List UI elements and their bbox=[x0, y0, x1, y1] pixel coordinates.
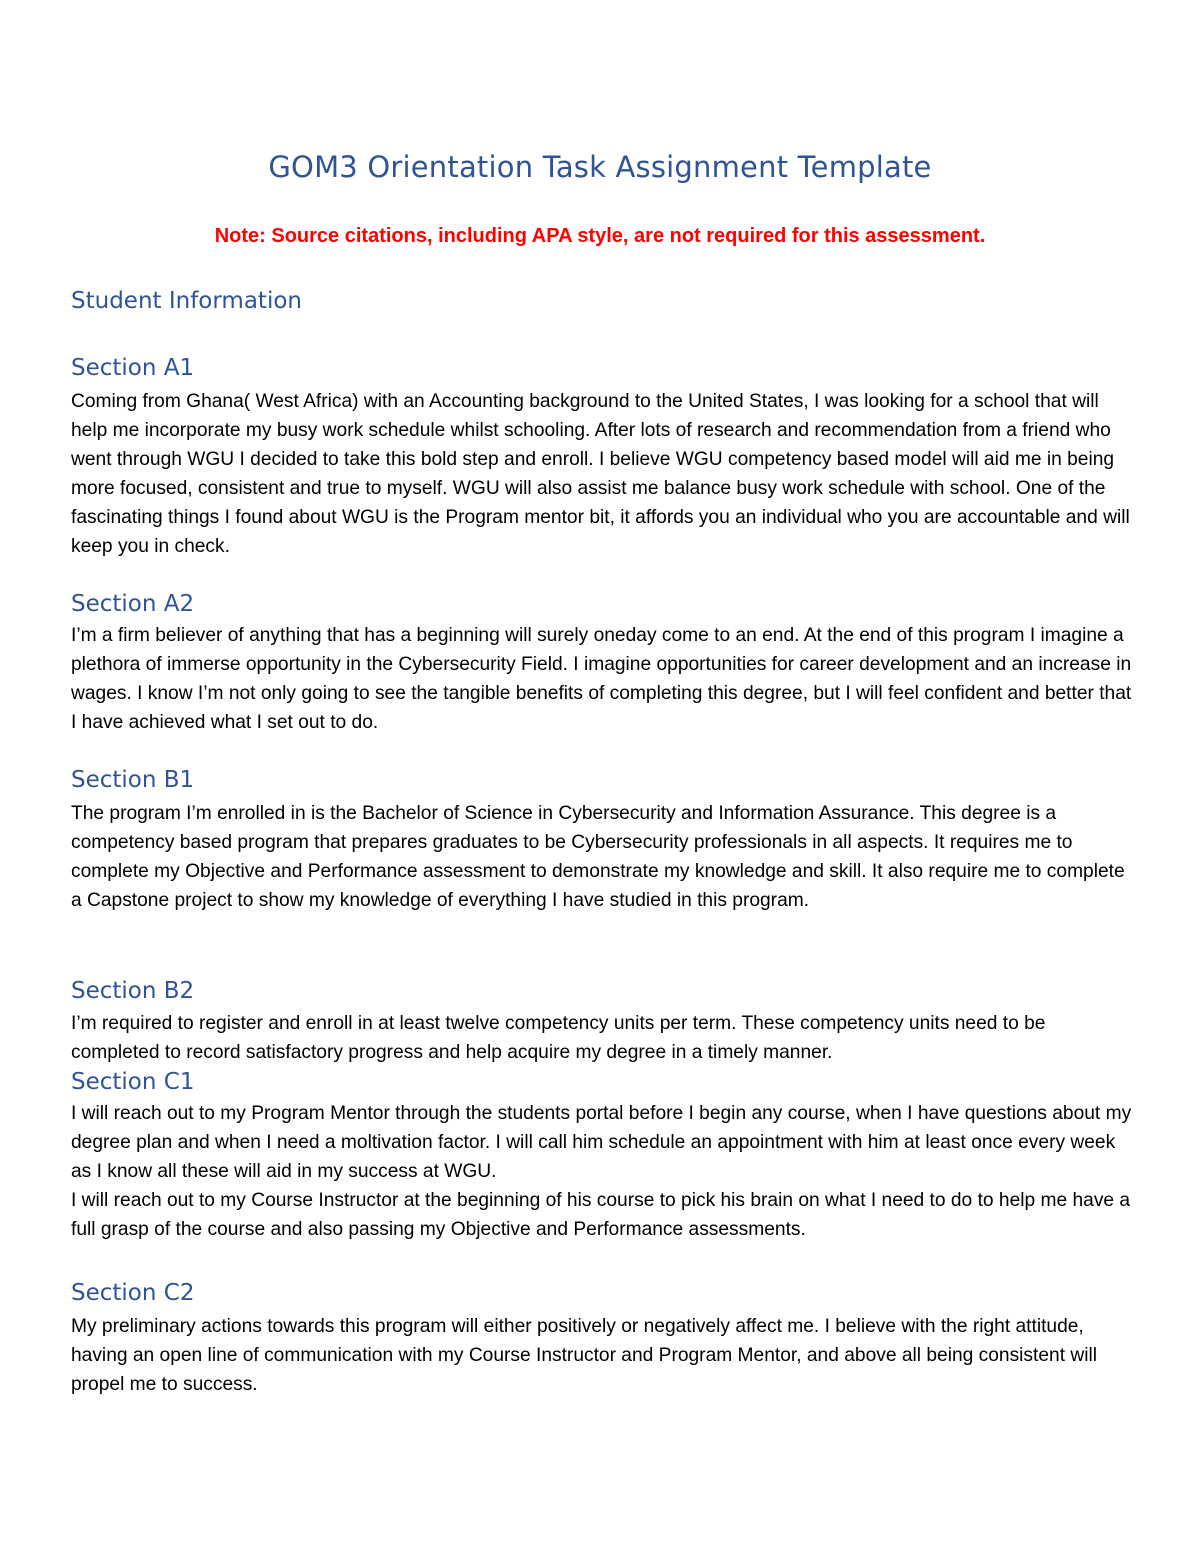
section-b1-body bbox=[71, 799, 1133, 915]
section-a2-heading: Section A2 bbox=[71, 591, 195, 617]
section-b2-heading: Section B2 bbox=[71, 978, 195, 1004]
section-a2-body bbox=[71, 621, 1133, 737]
section-a2-paragraph: I’m a firm believer of anything that has a beginning will surely oneday come to an end. At the end of this program I imagine a plethora of immerse opportunity in the Cybersecurity Field. I imagine opportunities for career development and an increase in wages. I know I’m not only going to see the tangible benefits of completing this degree, but I will feel confident and better that I have achieved what I set out to do. bbox=[71, 625, 1132, 733]
section-c2-body bbox=[71, 1312, 1133, 1399]
section-c1-body bbox=[71, 1099, 1133, 1244]
section-b2-paragraph: I’m required to register and enroll in at least twelve competency units per term. These competency units need to be completed to record satisfactory progress and help acquire my degree in a timely manner. bbox=[71, 1013, 1046, 1063]
section-c2-heading: Section C2 bbox=[71, 1280, 195, 1306]
section-c2-paragraph: My preliminary actions towards this program will either positively or negatively affect me. I believe with the right attitude, having an open line of communication with my Course Instructor and Program Mentor, and above all being consistent will propel me to success. bbox=[71, 1316, 1098, 1395]
assessment-note: Note: Source citations, including APA style, are not required for this assessment. bbox=[214, 225, 986, 247]
section-a1-paragraph: Coming from Ghana( West Africa) with an Accounting background to the United States, I was looking for a school that will help me incorporate my busy work schedule whilst schooling. After lots of research and recommendation from a friend who went through WGU I decided to take this bold step and enroll. I believe WGU competency based model will aid me in being more focused, consistent and true to myself. WGU will also assist me balance busy work schedule with school. One of the fascinating things I found about WGU is the Program mentor bit, it affords you an individual who you are accountable and will keep you in check. bbox=[71, 391, 1130, 557]
section-c1-heading: Section C1 bbox=[71, 1069, 195, 1095]
section-b1-paragraph: The program I’m enrolled in is the Bachelor of Science in Cybersecurity and Information Assurance. This degree is a competency based program that prepares graduates to be Cybersecurity professionals in all aspects. It requires me to complete my Objective and Performance assessment to demonstrate my knowledge and skill. It also require me to complete a Capstone project to show my knowledge of everything I have studied in this program. bbox=[71, 803, 1125, 911]
document-title: GOM3 Orientation Task Assignment Template bbox=[268, 150, 932, 184]
section-b1-heading: Section B1 bbox=[71, 767, 195, 793]
section-a1-heading: Section A1 bbox=[71, 355, 195, 381]
section-a1-body bbox=[71, 387, 1133, 561]
section-b2-body bbox=[71, 1009, 1133, 1067]
section-c1-paragraph-mentor: I will reach out to my Program Mentor through the students portal before I begin any course, when I have questions about my degree plan and when I need a moltivation factor. I will call him schedule an appointment with him at least once every week as I know all these will aid in my success at WGU. bbox=[71, 1103, 1132, 1182]
student-information-heading: Student Information bbox=[71, 288, 302, 314]
section-c1-paragraph-instructor: I will reach out to my Course Instructor at the beginning of his course to pick his brain on what I need to do to help me have a full grasp of the course and also passing my Objective and Performance assessments. bbox=[71, 1190, 1131, 1240]
